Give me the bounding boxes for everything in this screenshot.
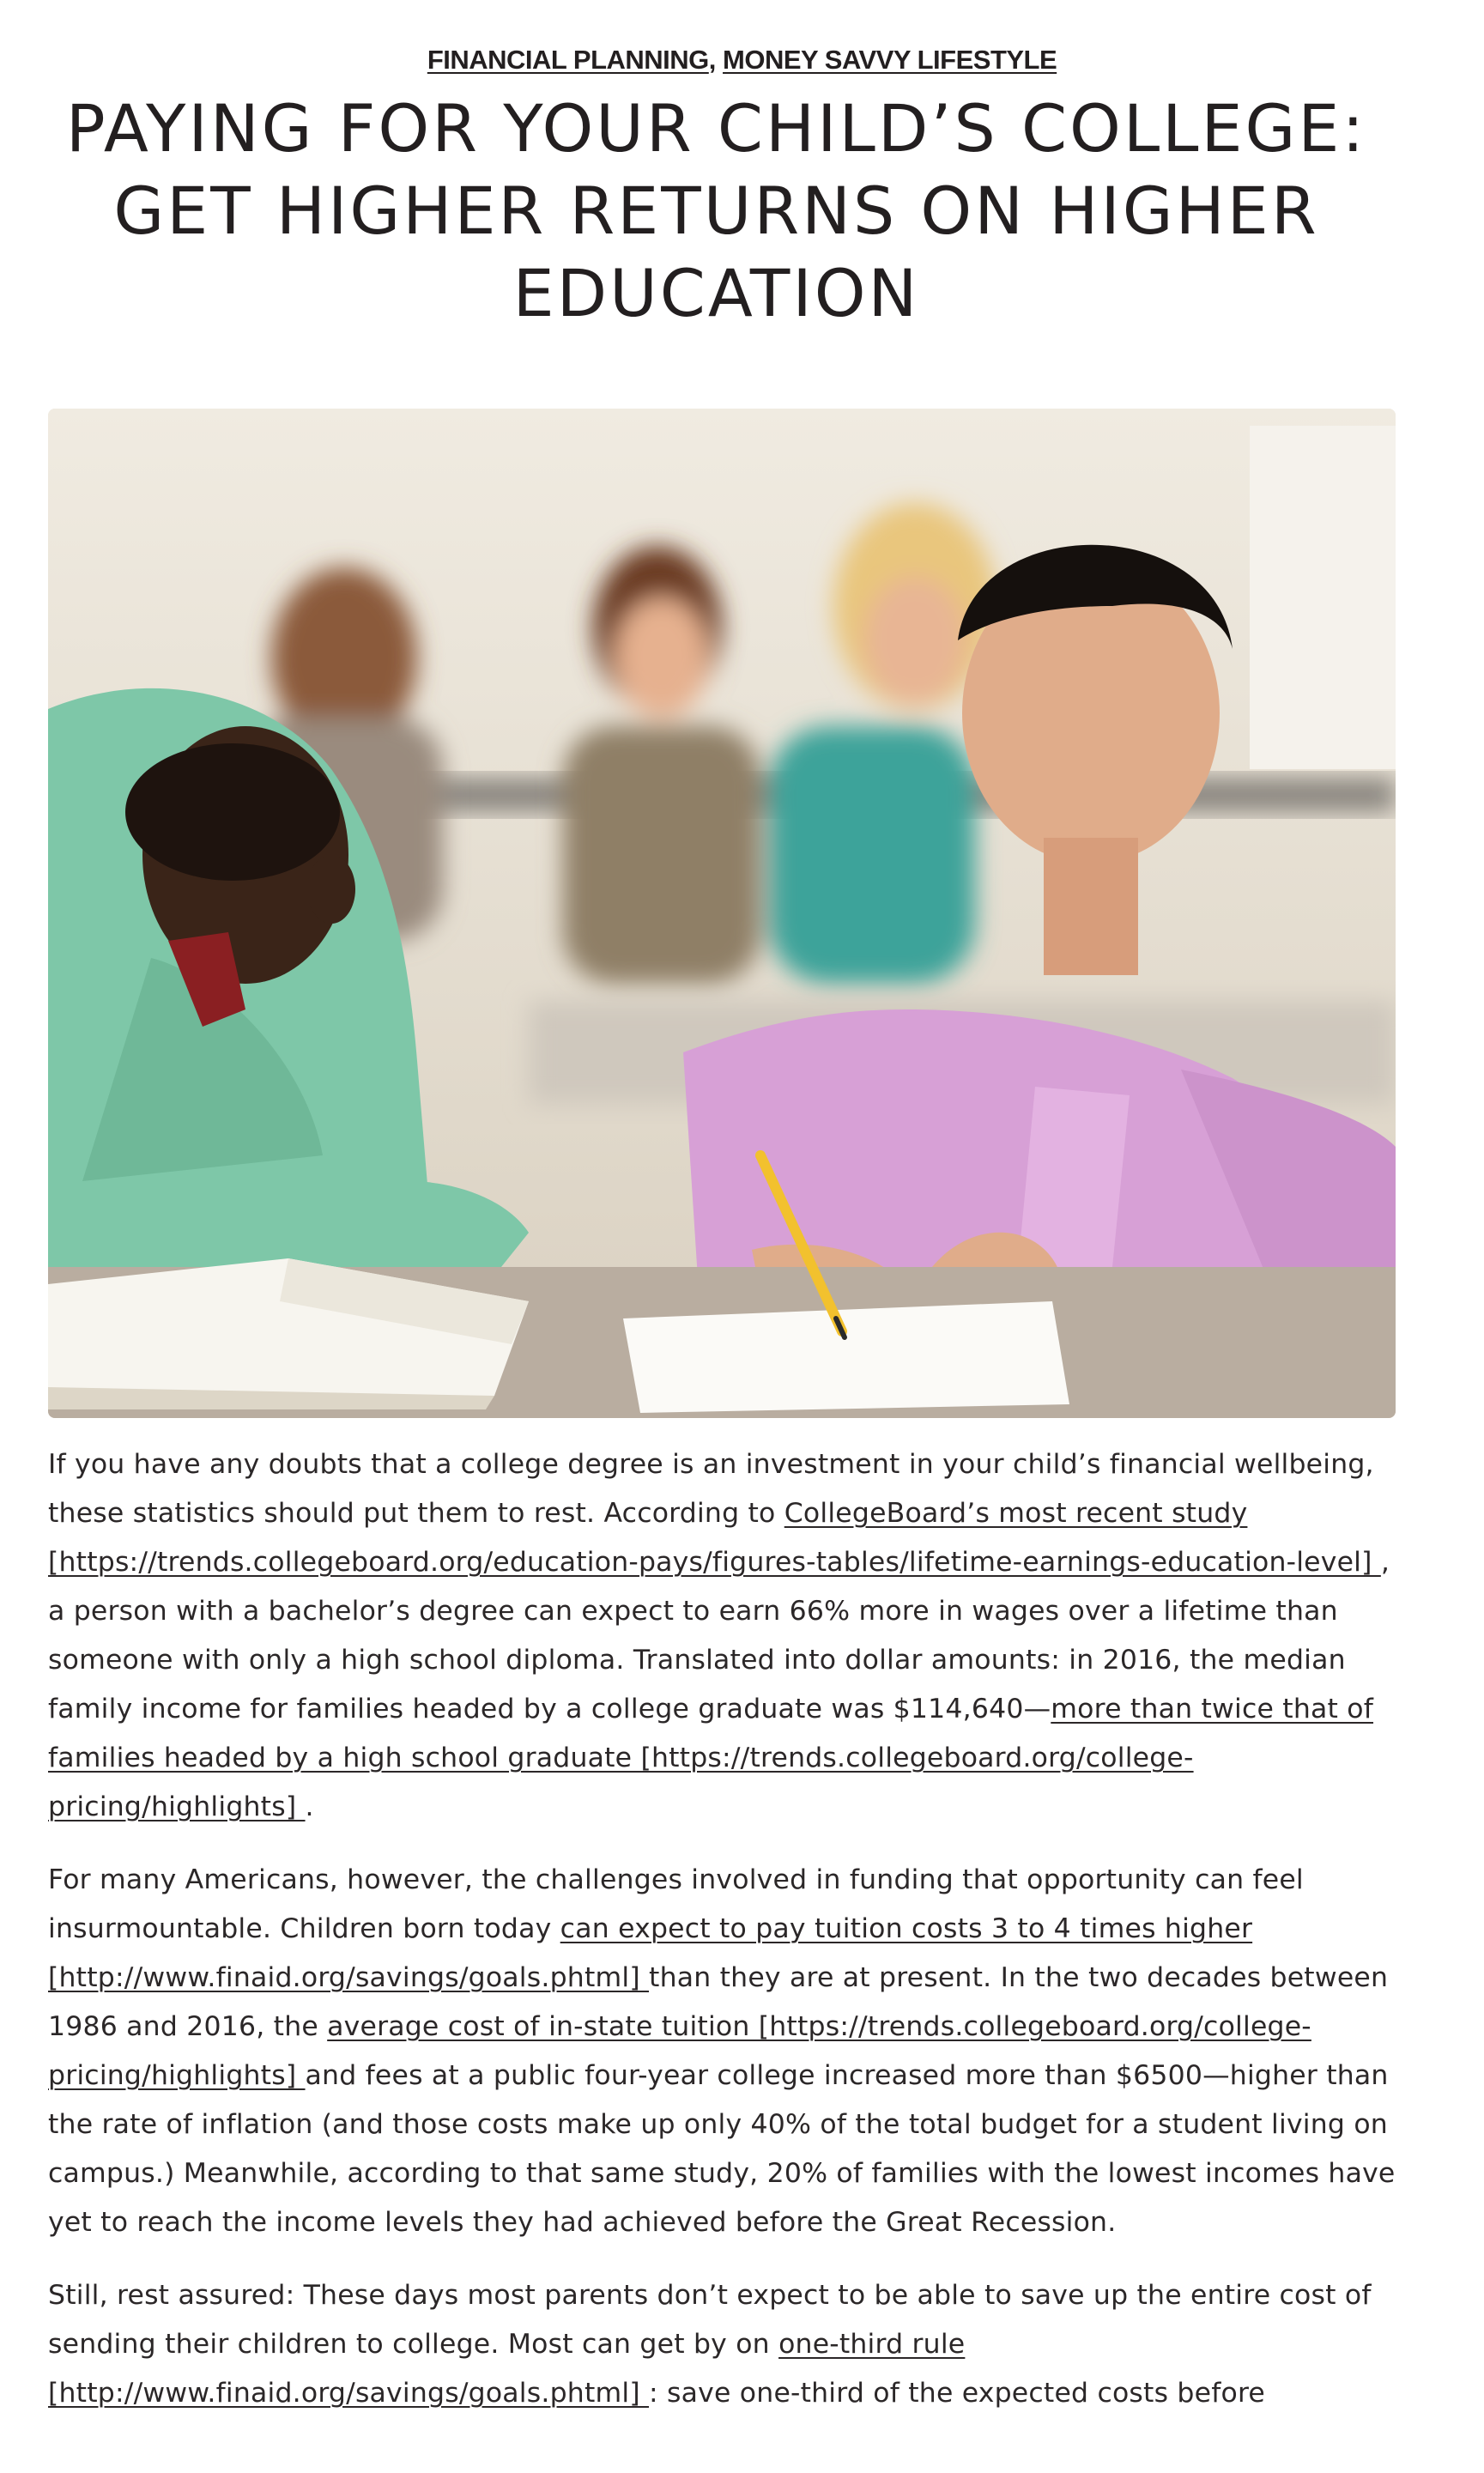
paragraph-text: Still, rest assured: These days most parents don’t expect to be able to save up the entire cost of sending their children to college. Most can get by on bbox=[48, 2280, 1372, 2360]
link-collegeboard-study[interactable]: CollegeBoard’s most recent study [https://trends.collegeboard.org/education-pays/figures-tables/lifetime-earnings-education-level] bbox=[48, 1498, 1381, 1578]
paragraph-text: . bbox=[305, 1791, 314, 1822]
article-paragraph-3 bbox=[48, 2271, 1396, 2418]
hero-photo-illustration bbox=[48, 409, 1396, 1418]
article-body bbox=[48, 1440, 1396, 2442]
category-separator: , bbox=[708, 45, 724, 75]
paragraph-text: For many Americans, however, the challenges involved in funding that opportunity can feel insurmountable. Children born today bbox=[48, 1864, 1304, 1944]
category-links bbox=[0, 43, 1484, 77]
link-one-third-rule[interactable]: one-third rule [http://www.finaid.org/savings/goals.phtml] bbox=[48, 2329, 966, 2409]
hero-image bbox=[48, 409, 1396, 1418]
link-average-cost-tuition[interactable]: average cost of in-state tuition [https://trends.collegeboard.org/college-pricing/highlights] bbox=[48, 2011, 1311, 2091]
paragraph-text: If you have any doubts that a college degree is an investment in your child’s financial wellbeing, these statistics should put them to rest. According to bbox=[48, 1449, 1374, 1529]
article-paragraph-1 bbox=[48, 1440, 1396, 1832]
article-paragraph-2 bbox=[48, 1856, 1396, 2247]
paragraph-text: than they are at present. In the two decades between 1986 and 2016, the bbox=[48, 1962, 1389, 2042]
category-link-money-savvy-lifestyle[interactable]: MONEY SAVVY LIFESTYLE bbox=[723, 45, 1057, 75]
article-title: PAYING FOR YOUR CHILD’S COLLEGE: GET HIGHER RETURNS ON HIGHER EDUCATION bbox=[65, 90, 1367, 331]
paragraph-text: , a person with a bachelor’s degree can expect to earn 66% more in wages over a lifetime than someone with only a high school diploma. Translated into dollar amounts: in 2016, the median family income for families headed by a college graduate was $114,640— bbox=[48, 1547, 1390, 1724]
paragraph-text: and fees at a public four-year college increased more than $6500—higher than the rate of inflation (and those costs make up only 40% of the total budget for a student living on campus.) Meanwhile, according to that same study, 20% of families with the lowest incomes have yet to reach the income levels they had achieved before the Great Recession. bbox=[48, 2060, 1396, 2238]
link-family-income[interactable]: more than twice that of families headed by a high school graduate [https://trends.collegeboard.org/college-pricing/highlights] bbox=[48, 1694, 1374, 1822]
category-link-financial-planning[interactable]: FINANCIAL PLANNING bbox=[427, 45, 709, 75]
link-tuition-costs[interactable]: can expect to pay tuition costs 3 to 4 times higher [http://www.finaid.org/savings/goals.phtml] bbox=[48, 1913, 1253, 1993]
paragraph-text: : save one-third of the expected costs before bbox=[649, 2378, 1265, 2409]
